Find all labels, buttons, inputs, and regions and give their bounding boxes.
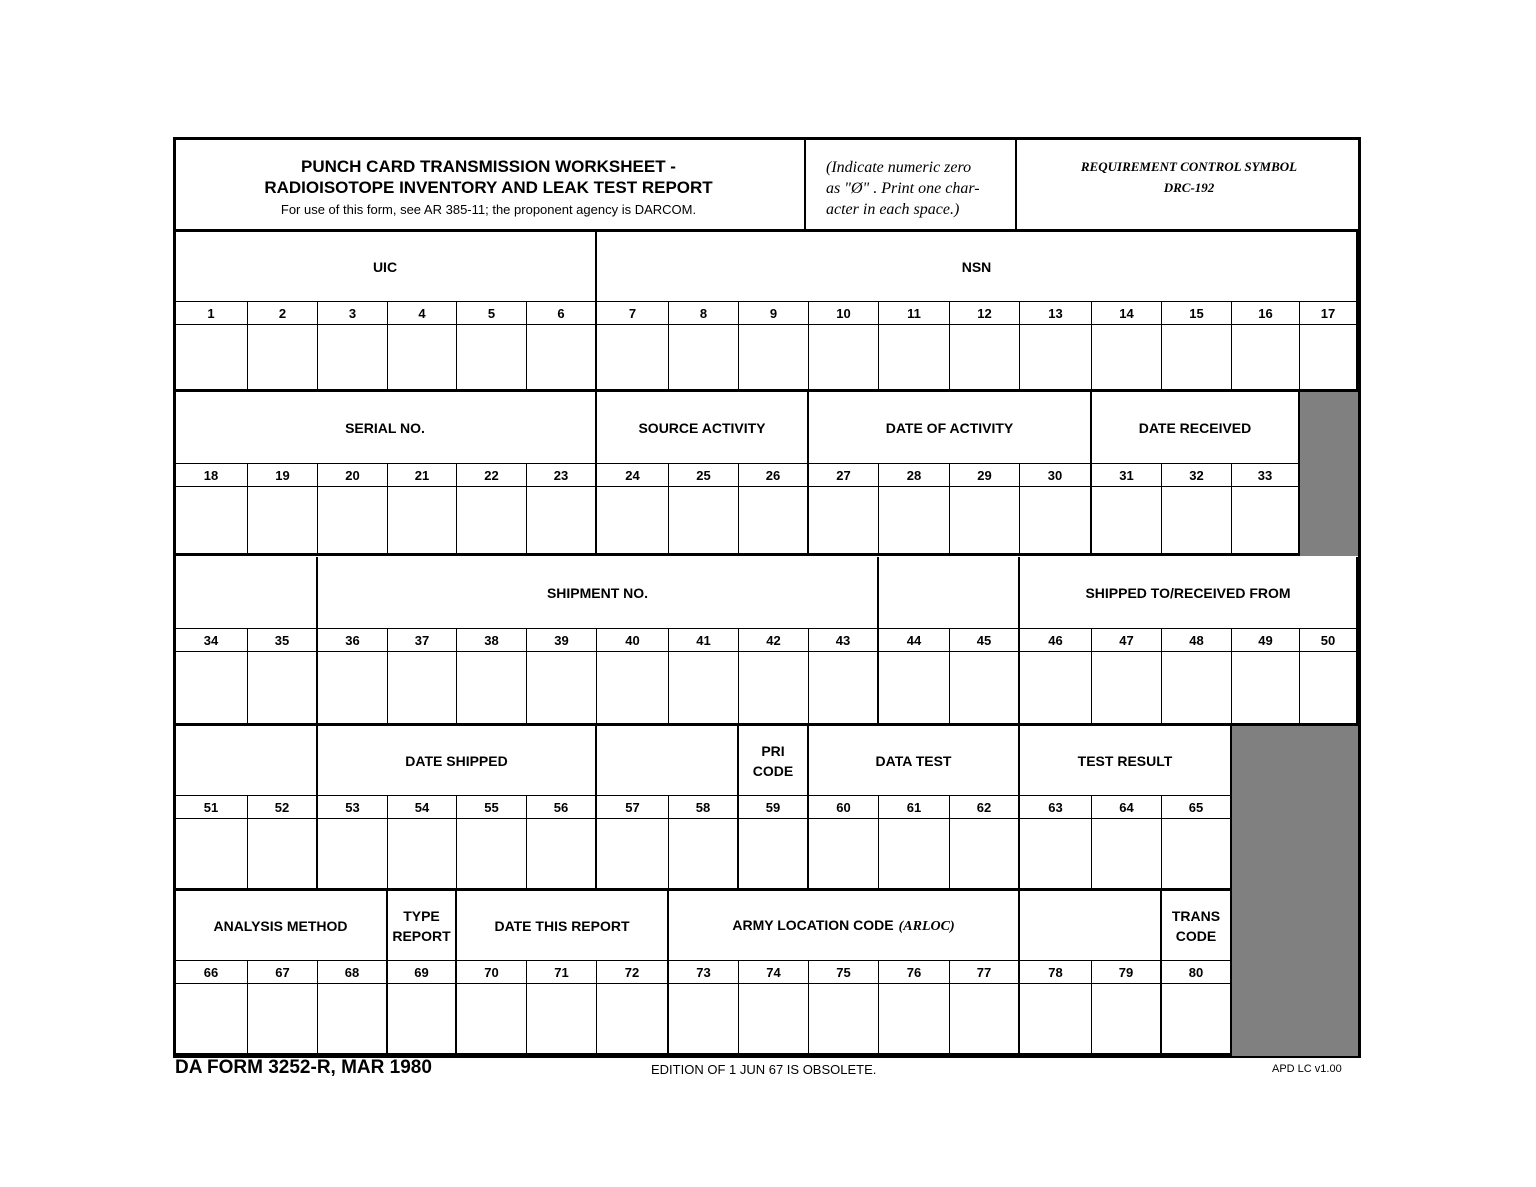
column-number: 29 xyxy=(950,464,1020,487)
column-number: 64 xyxy=(1092,796,1162,819)
column-number: 63 xyxy=(1020,796,1092,819)
field-label-text: SOURCE ACTIVITY xyxy=(638,419,766,436)
column-number: 4 xyxy=(388,302,457,325)
entry-box-49[interactable] xyxy=(1232,652,1300,726)
column-number: 32 xyxy=(1162,464,1232,487)
field-label xyxy=(876,751,952,771)
entry-box-73[interactable] xyxy=(669,984,739,1056)
column-number: 36 xyxy=(318,629,388,652)
field-label-cell xyxy=(175,232,597,302)
entry-box-34[interactable] xyxy=(175,652,248,726)
column-number: 12 xyxy=(950,302,1020,325)
entry-box-33[interactable] xyxy=(1232,487,1300,556)
entry-box-76[interactable] xyxy=(879,984,950,1056)
entry-box-78[interactable] xyxy=(1020,984,1092,1056)
column-number: 61 xyxy=(879,796,950,819)
entry-box-52[interactable] xyxy=(248,819,318,891)
column-number: 9 xyxy=(739,302,809,325)
entry-box-48[interactable] xyxy=(1162,652,1232,726)
column-number: 69 xyxy=(388,961,457,984)
entry-box-75[interactable] xyxy=(809,984,879,1056)
field-label-cell xyxy=(669,891,1020,961)
entry-box-44[interactable] xyxy=(879,652,950,726)
entry-box-15[interactable] xyxy=(1162,325,1232,392)
column-number: 27 xyxy=(809,464,879,487)
field-label-cell xyxy=(175,392,597,464)
field-label xyxy=(962,257,992,277)
field-label-text: DATE SHIPPED xyxy=(405,752,508,769)
entry-box-35[interactable] xyxy=(248,652,318,726)
field-label-cell xyxy=(388,891,457,961)
column-number: 6 xyxy=(527,302,597,325)
column-number: 53 xyxy=(318,796,388,819)
entry-box-26[interactable] xyxy=(739,487,809,556)
field-label xyxy=(345,418,425,438)
entry-box-72[interactable] xyxy=(597,984,669,1056)
column-number: 58 xyxy=(669,796,739,819)
entry-box-53[interactable] xyxy=(318,819,388,891)
field-label-text: SERIAL NO. xyxy=(345,419,425,436)
entry-box-47[interactable] xyxy=(1092,652,1162,726)
field-label-cell xyxy=(739,726,809,796)
column-number: 35 xyxy=(248,629,318,652)
column-number: 59 xyxy=(739,796,809,819)
entry-box-31[interactable] xyxy=(1092,487,1162,556)
field-label-text: DATE RECEIVED xyxy=(1138,419,1252,436)
entry-box-18[interactable] xyxy=(175,487,248,556)
entry-box-22[interactable] xyxy=(457,487,527,556)
field-label-text: DATE OF ACTIVITY xyxy=(885,419,1014,436)
entry-box-54[interactable] xyxy=(388,819,457,891)
zero-instruction-note xyxy=(806,137,1017,232)
entry-box-68[interactable] xyxy=(318,984,388,1056)
note-line3: acter in each space.) xyxy=(826,201,960,218)
column-number: 30 xyxy=(1020,464,1092,487)
entry-box-64[interactable] xyxy=(1092,819,1162,891)
rcs-label: REQUIREMENT CONTROL SYMBOL xyxy=(1080,159,1298,174)
column-number: 51 xyxy=(175,796,248,819)
field-label xyxy=(638,418,765,438)
column-number: 14 xyxy=(1092,302,1162,325)
column-number: 45 xyxy=(950,629,1020,652)
column-number: 34 xyxy=(175,629,248,652)
field-label-cell xyxy=(597,726,739,796)
column-number: 37 xyxy=(388,629,457,652)
column-number: 43 xyxy=(809,629,879,652)
column-number: 24 xyxy=(597,464,669,487)
field-label-cell xyxy=(318,726,597,796)
column-number: 25 xyxy=(669,464,739,487)
entry-box-1[interactable] xyxy=(175,325,248,392)
entry-box-59[interactable] xyxy=(739,819,809,891)
field-label-cell xyxy=(1092,392,1300,464)
field-label xyxy=(213,916,347,936)
column-number: 16 xyxy=(1232,302,1300,325)
column-number: 19 xyxy=(248,464,318,487)
field-label xyxy=(732,915,954,937)
column-number: 76 xyxy=(879,961,950,984)
entry-box-27[interactable] xyxy=(809,487,879,556)
column-number: 74 xyxy=(739,961,809,984)
shaded-area xyxy=(1232,891,1358,1056)
field-label-suffix: (ARLOC) xyxy=(898,918,955,934)
field-label-text: ANALYSIS METHOD xyxy=(213,917,348,934)
entry-box-19[interactable] xyxy=(248,487,318,556)
entry-box-16[interactable] xyxy=(1232,325,1300,392)
edition-notice: EDITION OF 1 JUN 67 IS OBSOLETE. xyxy=(651,1062,877,1077)
entry-box-6[interactable] xyxy=(527,325,597,392)
entry-box-45[interactable] xyxy=(950,652,1020,726)
field-label-text: CODE xyxy=(1175,927,1217,944)
entry-box-9[interactable] xyxy=(739,325,809,392)
entry-box-41[interactable] xyxy=(669,652,739,726)
column-number: 62 xyxy=(950,796,1020,819)
entry-box-38[interactable] xyxy=(457,652,527,726)
entry-box-14[interactable] xyxy=(1092,325,1162,392)
note-line1: (Indicate numeric zero xyxy=(826,159,972,176)
entry-box-40[interactable] xyxy=(597,652,669,726)
entry-box-80[interactable] xyxy=(1162,984,1232,1056)
field-label-text: DATE THIS REPORT xyxy=(494,917,630,934)
column-number: 18 xyxy=(175,464,248,487)
rcs-value: DRC-192 xyxy=(1163,180,1215,195)
column-number: 47 xyxy=(1092,629,1162,652)
column-number: 20 xyxy=(318,464,388,487)
entry-box-79[interactable] xyxy=(1092,984,1162,1056)
entry-box-61[interactable] xyxy=(879,819,950,891)
form-title-line1: PUNCH CARD TRANSMISSION WORKSHEET - xyxy=(301,157,676,176)
column-number: 78 xyxy=(1020,961,1092,984)
column-number: 67 xyxy=(248,961,318,984)
column-number: 77 xyxy=(950,961,1020,984)
entry-box-2[interactable] xyxy=(248,325,318,392)
column-number: 22 xyxy=(457,464,527,487)
column-number: 40 xyxy=(597,629,669,652)
entry-box-7[interactable] xyxy=(597,325,669,392)
column-number: 68 xyxy=(318,961,388,984)
entry-box-71[interactable] xyxy=(527,984,597,1056)
entry-box-10[interactable] xyxy=(809,325,879,392)
column-number: 49 xyxy=(1232,629,1300,652)
field-label-text: SHIPPED TO/RECEIVED FROM xyxy=(1085,584,1291,601)
entry-box-4[interactable] xyxy=(388,325,457,392)
field-label-cell xyxy=(597,232,1358,302)
entry-box-8[interactable] xyxy=(669,325,739,392)
entry-box-66[interactable] xyxy=(175,984,248,1056)
column-number: 26 xyxy=(739,464,809,487)
field-label-cell xyxy=(175,891,388,961)
column-number: 28 xyxy=(879,464,950,487)
entry-box-30[interactable] xyxy=(1020,487,1092,556)
column-number: 60 xyxy=(809,796,879,819)
entry-box-50[interactable] xyxy=(1300,652,1358,726)
entry-box-32[interactable] xyxy=(1162,487,1232,556)
field-label-cell xyxy=(1020,726,1232,796)
entry-box-37[interactable] xyxy=(388,652,457,726)
field-label-cell xyxy=(1162,891,1232,961)
field-label-cell xyxy=(318,557,879,629)
column-number: 54 xyxy=(388,796,457,819)
column-number: 23 xyxy=(527,464,597,487)
column-number: 72 xyxy=(597,961,669,984)
column-number: 70 xyxy=(457,961,527,984)
field-label xyxy=(1078,751,1173,771)
column-number: 11 xyxy=(879,302,950,325)
entry-box-74[interactable] xyxy=(739,984,809,1056)
column-number: 52 xyxy=(248,796,318,819)
column-number: 42 xyxy=(739,629,809,652)
field-label xyxy=(1172,906,1220,946)
entry-box-25[interactable] xyxy=(669,487,739,556)
requirement-control-symbol xyxy=(1017,137,1361,232)
column-number: 57 xyxy=(597,796,669,819)
column-number: 8 xyxy=(669,302,739,325)
entry-box-69[interactable] xyxy=(388,984,457,1056)
field-label xyxy=(494,916,629,936)
column-number: 41 xyxy=(669,629,739,652)
column-number: 48 xyxy=(1162,629,1232,652)
field-label-cell xyxy=(879,557,1020,629)
column-number: 80 xyxy=(1162,961,1232,984)
entry-box-11[interactable] xyxy=(879,325,950,392)
version-label: APD LC v1.00 xyxy=(1272,1063,1342,1075)
field-label-cell xyxy=(457,891,669,961)
column-number: 17 xyxy=(1300,302,1358,325)
entry-box-67[interactable] xyxy=(248,984,318,1056)
field-label-text: DATA TEST xyxy=(875,752,952,769)
entry-box-62[interactable] xyxy=(950,819,1020,891)
entry-box-42[interactable] xyxy=(739,652,809,726)
column-number: 79 xyxy=(1092,961,1162,984)
field-label-text: TRANS xyxy=(1171,907,1221,924)
entry-box-60[interactable] xyxy=(809,819,879,891)
form-number: DA FORM 3252-R, MAR 1980 xyxy=(175,1057,432,1078)
column-number: 7 xyxy=(597,302,669,325)
field-label-text: TYPE xyxy=(403,907,440,924)
field-label-text: REPORT xyxy=(392,927,451,944)
field-label xyxy=(753,741,793,781)
entry-box-3[interactable] xyxy=(318,325,388,392)
column-number: 66 xyxy=(175,961,248,984)
field-label-cell xyxy=(809,392,1092,464)
entry-box-55[interactable] xyxy=(457,819,527,891)
field-label-cell xyxy=(175,726,318,796)
column-number: 44 xyxy=(879,629,950,652)
column-number: 3 xyxy=(318,302,388,325)
entry-box-39[interactable] xyxy=(527,652,597,726)
field-label-cell xyxy=(175,557,318,629)
column-number: 65 xyxy=(1162,796,1232,819)
field-label xyxy=(886,418,1014,438)
column-number: 75 xyxy=(809,961,879,984)
column-number: 10 xyxy=(809,302,879,325)
note-line2: as "Ø" . Print one char- xyxy=(826,180,980,197)
column-number: 46 xyxy=(1020,629,1092,652)
field-label-text: PRI xyxy=(761,742,785,759)
entry-box-13[interactable] xyxy=(1020,325,1092,392)
column-number: 55 xyxy=(457,796,527,819)
column-number: 50 xyxy=(1300,629,1358,652)
field-label-cell xyxy=(1020,557,1358,629)
entry-box-70[interactable] xyxy=(457,984,527,1056)
entry-box-58[interactable] xyxy=(669,819,739,891)
column-number: 2 xyxy=(248,302,318,325)
field-label xyxy=(1139,418,1252,438)
field-label xyxy=(373,257,397,277)
entry-box-23[interactable] xyxy=(527,487,597,556)
column-number: 21 xyxy=(388,464,457,487)
column-number: 71 xyxy=(527,961,597,984)
field-label-cell xyxy=(597,392,809,464)
entry-box-17[interactable] xyxy=(1300,325,1358,392)
column-number: 39 xyxy=(527,629,597,652)
field-label-text: TEST RESULT xyxy=(1077,752,1173,769)
entry-box-12[interactable] xyxy=(950,325,1020,392)
entry-box-63[interactable] xyxy=(1020,819,1092,891)
shaded-area xyxy=(1232,726,1358,891)
field-label xyxy=(405,751,507,771)
field-label xyxy=(392,906,450,946)
field-label-cell xyxy=(1020,891,1162,961)
entry-box-21[interactable] xyxy=(388,487,457,556)
field-label-text: SHIPMENT NO. xyxy=(546,584,649,601)
entry-box-28[interactable] xyxy=(879,487,950,556)
form-subtitle: For use of this form, see AR 385-11; the proponent agency is DARCOM. xyxy=(280,202,697,217)
column-number: 56 xyxy=(527,796,597,819)
column-number: 73 xyxy=(669,961,739,984)
field-label xyxy=(1085,583,1290,603)
field-label-text: CODE xyxy=(752,762,794,779)
entry-box-36[interactable] xyxy=(318,652,388,726)
entry-box-20[interactable] xyxy=(318,487,388,556)
header-title-block xyxy=(173,137,806,232)
field-label-cell xyxy=(809,726,1020,796)
field-label-text: UIC xyxy=(372,258,398,275)
entry-box-46[interactable] xyxy=(1020,652,1092,726)
entry-box-57[interactable] xyxy=(597,819,669,891)
entry-box-56[interactable] xyxy=(527,819,597,891)
entry-box-43[interactable] xyxy=(809,652,879,726)
field-label xyxy=(547,583,648,603)
column-number: 31 xyxy=(1092,464,1162,487)
column-number: 33 xyxy=(1232,464,1300,487)
entry-box-24[interactable] xyxy=(597,487,669,556)
column-number: 1 xyxy=(175,302,248,325)
column-number: 38 xyxy=(457,629,527,652)
field-label-text: ARMY LOCATION CODE xyxy=(732,916,894,933)
entry-box-65[interactable] xyxy=(1162,819,1232,891)
column-number: 5 xyxy=(457,302,527,325)
form-title-line2: RADIOISOTOPE INVENTORY AND LEAK TEST REPORT xyxy=(264,178,713,197)
entry-box-51[interactable] xyxy=(175,819,248,891)
column-number: 15 xyxy=(1162,302,1232,325)
shaded-area xyxy=(1300,392,1358,556)
entry-box-5[interactable] xyxy=(457,325,527,392)
entry-box-29[interactable] xyxy=(950,487,1020,556)
field-label-text: NSN xyxy=(961,258,992,275)
column-number: 13 xyxy=(1020,302,1092,325)
entry-box-77[interactable] xyxy=(950,984,1020,1056)
